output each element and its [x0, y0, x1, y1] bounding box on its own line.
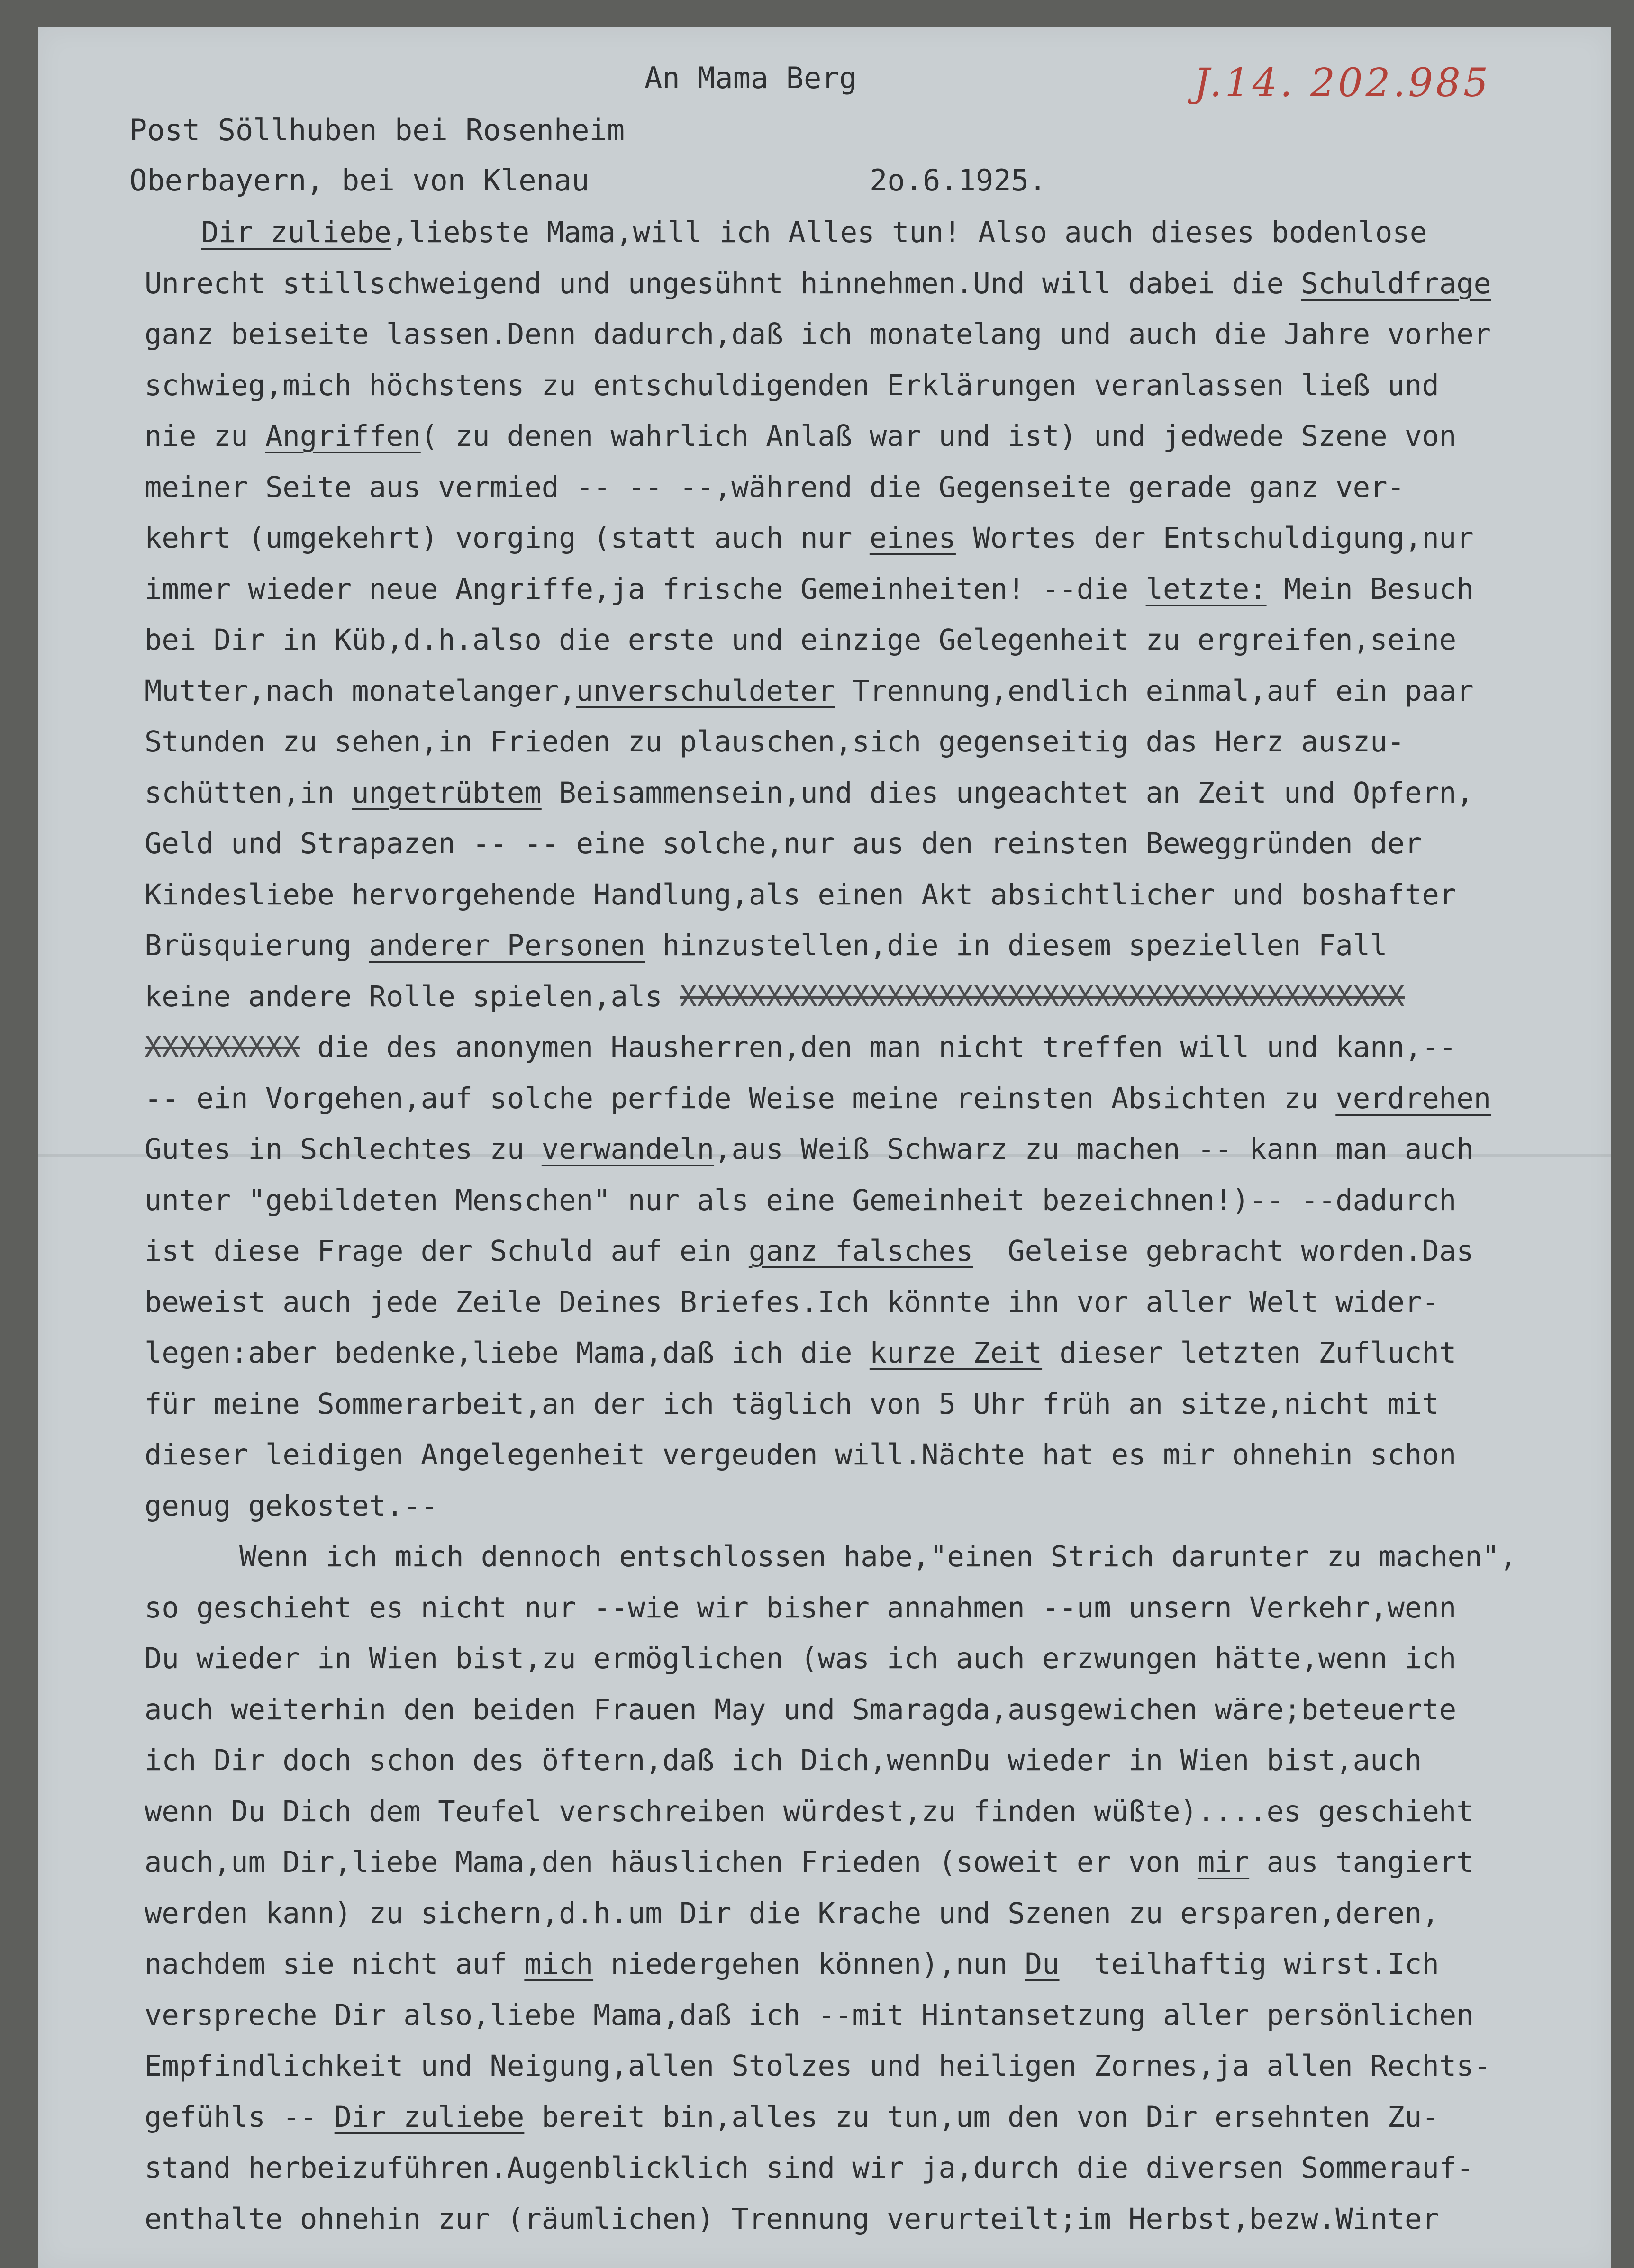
underlined-phrase: Schuldfrage [1301, 267, 1491, 300]
text-segment: teilhaftig wirst.Ich [1059, 1948, 1439, 1981]
body-line [145, 1888, 1609, 1940]
text-segment: nachdem sie nicht auf [145, 1948, 525, 1981]
text-segment: gefühls -- [145, 2100, 335, 2134]
text-segment: schütten,in [145, 776, 352, 810]
letter-date: 2o.6.1925. [870, 163, 1047, 198]
underlined-phrase: Angriffen [265, 420, 421, 453]
text-segment: auch,um Dir,liebe Mama,den häuslichen Frieden (soweit er von [145, 1846, 1198, 1879]
text-segment: beweist auch jede Zeile Deines Briefes.Ich könnte ihn vor aller Welt wider- [145, 1285, 1439, 1319]
text-segment: nie zu [145, 420, 265, 453]
body-line [145, 309, 1609, 361]
text-segment: Empfindlichkeit und Neigung,allen Stolzes und heiligen Zornes,ja allen Rechts- [145, 2050, 1491, 2083]
text-segment: ich Dir doch schon des öftern,daß ich Dich,wennDu wieder in Wien bist,auch [145, 1744, 1422, 1777]
text-segment: Mutter,nach monatelanger, [145, 674, 576, 708]
body-line [145, 1939, 1609, 1990]
underlined-phrase: verwandeln [541, 1133, 715, 1166]
text-segment: unter "gebildeten Menschen" nur als eine Gemeinheit bezeichnen!)-- --dadurch [145, 1184, 1457, 1217]
text-segment: schwieg,mich höchstens zu entschuldigenden Erklärungen veranlassen ließ und [145, 369, 1439, 402]
text-segment: meiner Seite aus vermied -- -- --,während die Gegenseite gerade ganz ver- [145, 470, 1405, 504]
body-line [145, 1124, 1609, 1175]
text-segment: ganz beiseite lassen.Denn dadurch,daß ich monatelang und auch die Jahre vorher [145, 318, 1491, 351]
address-line-1: Post Söllhuben bei Rosenheim [129, 113, 625, 147]
text-segment: keine andere Rolle spielen,als [145, 980, 680, 1013]
text-segment: für meine Sommerarbeit,an der ich täglich von 5 Uhr früh an sitze,nicht mit [145, 1387, 1439, 1421]
body-line [145, 1430, 1609, 1481]
text-segment: hinzustellen,die in diesem speziellen Fall [645, 929, 1388, 962]
body-line [145, 1074, 1609, 1125]
address-line-2: Oberbayern, bei von Klenau [129, 163, 590, 198]
body-line [145, 1583, 1609, 1634]
underlined-phrase: mir [1197, 1846, 1250, 1879]
underlined-phrase: kurze Zeit [869, 1337, 1043, 1370]
struck-out-text: XXXXXXXXX [145, 1031, 300, 1064]
body-line [145, 1837, 1609, 1888]
text-segment: ,aus Weiß Schwarz zu machen -- kann man auch [714, 1133, 1474, 1166]
text-segment: auch weiterhin den beiden Frauen May und Smaragda,ausgewichen wäre;beteuerte [145, 1693, 1457, 1726]
body-line [145, 1787, 1609, 1838]
text-segment: aus tangiert [1249, 1846, 1474, 1879]
text-segment: ist diese Frage der Schuld auf ein [145, 1235, 749, 1268]
text-segment: Du wieder in Wien bist,zu ermöglichen (was ich auch erzwungen hätte,wenn ich [145, 1642, 1457, 1675]
text-segment: immer wieder neue Angriffe,ja frische Gemeinheiten! --die [145, 572, 1146, 606]
text-segment: dieser letzten Zuflucht [1042, 1337, 1457, 1370]
underlined-phrase: anderer Personen [369, 929, 645, 962]
underlined-phrase: ganz falsches [748, 1235, 973, 1268]
text-segment: Stunden zu sehen,in Frieden zu plauschen,sich gegenseitig das Herz auszu- [145, 725, 1405, 759]
text-segment: die des anonymen Hausherren,den man nicht treffen will und kann,-- [300, 1031, 1457, 1064]
text-segment: Geld und Strapazen -- -- eine solche,nur aus den reinsten Beweggründen der [145, 827, 1422, 860]
letter-page [38, 27, 1611, 2268]
body-line [145, 1532, 1609, 1583]
text-segment: Trennung,endlich einmal,auf ein paar [835, 674, 1474, 708]
body-line [145, 666, 1609, 717]
text-segment: Mein Besuch [1266, 572, 1474, 606]
body-line [145, 259, 1609, 310]
body-line [145, 2143, 1609, 2194]
text-segment: niedergehen können),nun [593, 1948, 1025, 1981]
body-line [145, 1022, 1609, 1074]
underlined-phrase: Du [1025, 1948, 1060, 1981]
text-segment: ,liebste Mama,will ich Alles tun! Also auch dieses bodenlose [391, 216, 1427, 249]
text-segment: enthalte ohnehin zur (räumlichen) Trennung verurteilt;im Herbst,bezw.Winter [145, 2202, 1439, 2236]
body-line [145, 1328, 1609, 1379]
text-segment: stand herbeizuführen.Augenblicklich sind wir ja,durch die diversen Sommerauf- [145, 2151, 1474, 2185]
body-line [145, 1277, 1609, 1328]
body-line [145, 1175, 1609, 1227]
body-line [145, 361, 1609, 412]
body-line [145, 462, 1609, 514]
underlined-phrase: ungetrübtem [352, 776, 542, 810]
letter-recipient-heading: An Mama Berg [645, 61, 857, 95]
body-line [145, 615, 1609, 666]
text-segment: werden kann) zu sichern,d.h.um Dir die Krache und Szenen zu ersparen,deren, [145, 1897, 1439, 1930]
body-line [145, 1685, 1609, 1736]
text-segment: wenn Du Dich dem Teufel verschreiben würdest,zu finden wüßte)....es geschieht [145, 1795, 1474, 1828]
underlined-phrase: verdrehen [1335, 1082, 1491, 1115]
text-segment: verspreche Dir also,liebe Mama,daß ich --mit Hintansetzung aller persönlichen [145, 1998, 1474, 2032]
underlined-phrase: letzte: [1145, 572, 1267, 606]
body-line [145, 768, 1609, 819]
text-segment: Kindesliebe hervorgehende Handlung,als einen Akt absichtlicher und boshafter [145, 878, 1457, 912]
body-line [145, 411, 1609, 462]
text-segment: Gutes in Schlechtes zu [145, 1133, 542, 1166]
text-segment: Unrecht stillschweigend und ungesühnt hinnehmen.Und will dabei die [145, 267, 1301, 300]
text-segment: Brüsquierung [145, 929, 369, 962]
archive-number-note: J.14. 202.985 [1194, 61, 1491, 106]
text-segment: ( zu denen wahrlich Anlaß war und ist) und jedwede Szene von [420, 420, 1457, 453]
text-segment: bei Dir in Küb,d.h.also die erste und einzige Gelegenheit zu ergreifen,seine [145, 623, 1457, 657]
body-line [145, 819, 1609, 870]
underlined-phrase: eines [869, 522, 956, 555]
body-line [145, 1481, 1609, 1532]
underlined-phrase: mich [524, 1948, 594, 1981]
text-segment: kehrt (umgekehrt) vorging (statt auch nur [145, 522, 870, 555]
struck-out-text: XXXXXXXXXXXXXXXXXXXXXXXXXXXXXXXXXXXXXXXXXX [680, 980, 1405, 1013]
text-segment: Geleise gebracht worden.Das [973, 1235, 1474, 1268]
text-segment: legen:aber bedenke,liebe Mama,daß ich die [145, 1337, 870, 1370]
body-line [145, 1990, 1609, 2042]
text-segment: Wenn ich mich dennoch entschlossen habe,"einen Strich darunter zu machen", [239, 1540, 1517, 1573]
text-segment: Wortes der Entschuldigung,nur [955, 522, 1474, 555]
letter-body [145, 208, 1609, 2245]
body-line [145, 513, 1609, 564]
text-segment: Beisammensein,und dies ungeachtet an Zeit und Opfern, [541, 776, 1474, 810]
body-line [145, 2041, 1609, 2092]
body-line [145, 972, 1609, 1023]
body-line [145, 2194, 1609, 2245]
body-line [145, 1634, 1609, 1685]
underlined-phrase: Dir zuliebe [201, 216, 391, 249]
underlined-phrase: Dir zuliebe [334, 2100, 525, 2134]
body-line [145, 921, 1609, 972]
body-line [145, 1379, 1609, 1430]
body-line [145, 717, 1609, 768]
body-line [145, 1226, 1609, 1277]
text-segment: genug gekostet.-- [145, 1489, 438, 1523]
underlined-phrase: unverschuldeter [576, 674, 835, 708]
body-line [145, 208, 1609, 259]
text-segment: so geschieht es nicht nur --wie wir bisher annahmen --um unsern Verkehr,wenn [145, 1591, 1457, 1625]
body-line [145, 564, 1609, 615]
text-segment: -- ein Vorgehen,auf solche perfide Weise meine reinsten Absichten zu [145, 1082, 1336, 1115]
text-segment: bereit bin,alles zu tun,um den von Dir ersehnten Zu- [524, 2100, 1439, 2134]
body-line [145, 870, 1609, 921]
body-line [145, 1735, 1609, 1787]
body-line [145, 2092, 1609, 2143]
text-segment: dieser leidigen Angelegenheit vergeuden will.Nächte hat es mir ohnehin schon [145, 1438, 1457, 1472]
